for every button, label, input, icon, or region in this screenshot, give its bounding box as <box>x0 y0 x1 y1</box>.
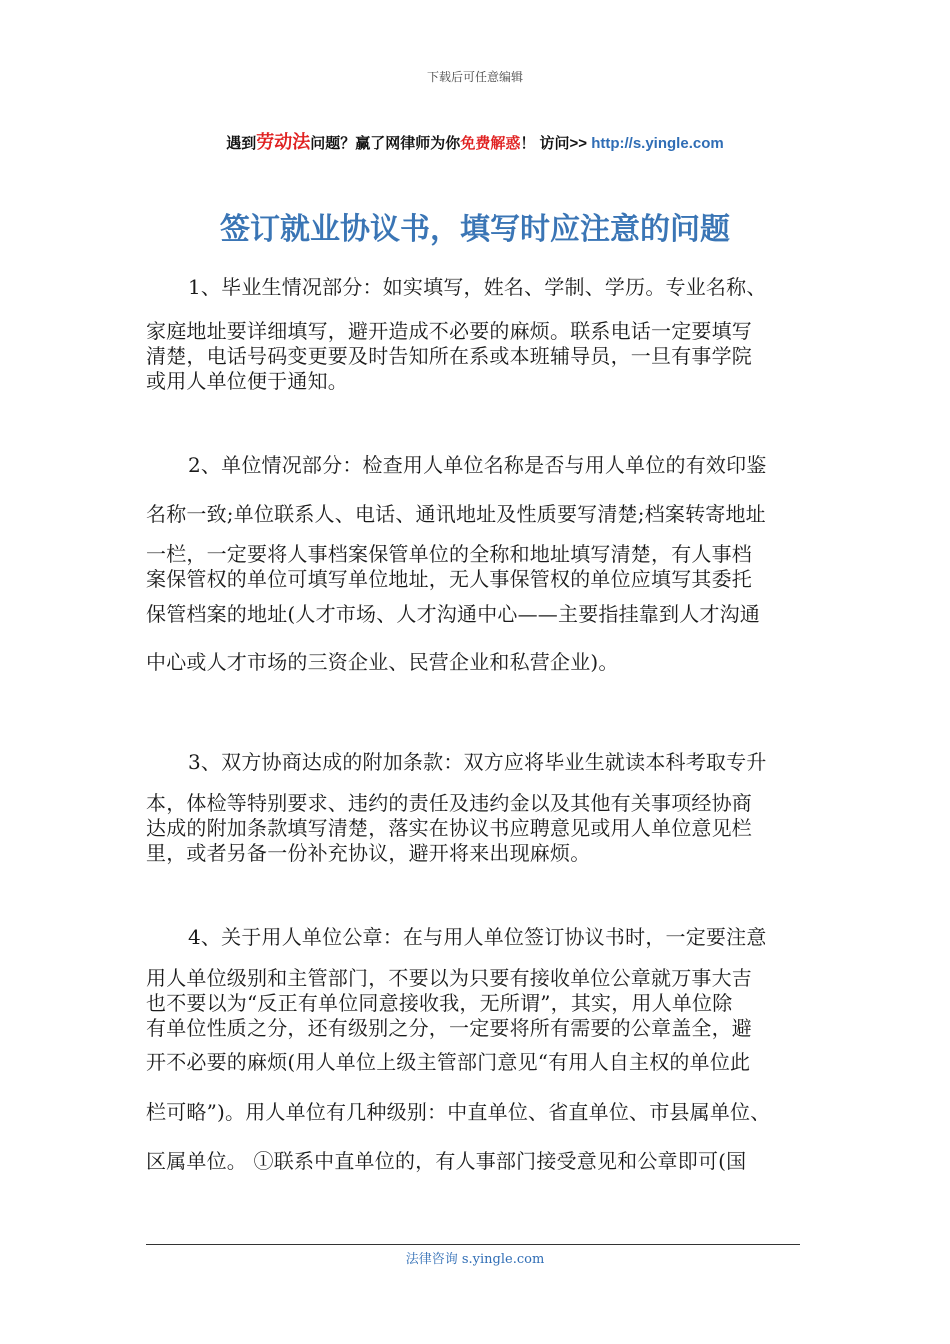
promo-text-3: ！ 访问>> <box>520 135 592 152</box>
paragraph-line: 里，或者另备一份补充协议，避开将来出现麻烦。 <box>146 841 591 865</box>
paragraph-line: 4、关于用人单位公章：在与用人单位签订协议书时，一定要注意 <box>188 925 767 949</box>
paragraph-line: 案保管权的单位可填写单位地址，无人事保管权的单位应填写其委托 <box>146 567 752 591</box>
paragraph-line: 有单位性质之分，还有级别之分，一定要将所有需要的公章盖全，避 <box>146 1016 752 1040</box>
paragraph-line: 2、单位情况部分：检查用人单位名称是否与用人单位的有效印鉴 <box>188 453 767 477</box>
promo-banner <box>0 128 950 154</box>
paragraph-line: 名称一致;单位联系人、电话、通讯地址及性质要写清楚;档案转寄地址 <box>146 502 766 526</box>
paragraph-line: 或用人单位便于通知。 <box>146 369 348 393</box>
paragraph-line: 保管档案的地址(人才市场、人才沟通中心——主要指挂靠到人才沟通 <box>146 602 761 626</box>
paragraph-line: 达成的附加条款填写清楚，落实在协议书应聘意见或用人单位意见栏 <box>146 816 752 840</box>
promo-highlight-free: 免费解惑 <box>460 135 521 152</box>
paragraph-line: 开不必要的麻烦(用人单位上级主管部门意见“有用人自主权的单位此 <box>146 1050 751 1074</box>
promo-link[interactable]: http://s.yingle.com <box>591 135 724 152</box>
paragraph-line: 用人单位级别和主管部门，不要以为只要有接收单位公章就万事大吉 <box>146 966 752 990</box>
document-title: 签订就业协议书，填写时应注意的问题 <box>220 212 730 247</box>
promo-text-2: 问题？赢了网律师为你 <box>310 135 461 152</box>
paragraph-line: 本，体检等特别要求、违约的责任及违约金以及其他有关事项经协商 <box>146 791 752 815</box>
footer-divider <box>146 1244 800 1245</box>
promo-text-1: 遇到 <box>226 135 257 152</box>
paragraph-line: 3、双方协商达成的附加条款：双方应将毕业生就读本科考取专升 <box>188 750 767 774</box>
paragraph-line: 也不要以为“反正有单位同意接收我，无所谓”，其实，用人单位除 <box>146 991 733 1015</box>
paragraph-line: 1、毕业生情况部分：如实填写，姓名、学制、学历。专业名称、 <box>188 275 767 299</box>
paragraph-line: 一栏，一定要将人事档案保管单位的全称和地址填写清楚，有人事档 <box>146 542 752 566</box>
paragraph-line: 区属单位。 ①联系中直单位的，有人事部门接受意见和公章即可(国 <box>146 1149 747 1173</box>
paragraph-line: 清楚，电话号码变更要及时告知所在系或本班辅导员，一旦有事学院 <box>146 344 752 368</box>
footer-link[interactable]: 法律咨询 s.yingle.com <box>405 1252 545 1267</box>
paragraph-line: 中心或人才市场的三资企业、民营企业和私营企业)。 <box>146 650 619 674</box>
paragraph-line: 家庭地址要详细填写，避开造成不必要的麻烦。联系电话一定要填写 <box>146 319 752 343</box>
page-note: 下载后可任意编辑 <box>426 70 523 84</box>
promo-highlight-topic: 劳动法 <box>256 132 311 152</box>
paragraph-line: 栏可略”)。用人单位有几种级别：中直单位、省直单位、市县属单位、 <box>146 1100 771 1124</box>
